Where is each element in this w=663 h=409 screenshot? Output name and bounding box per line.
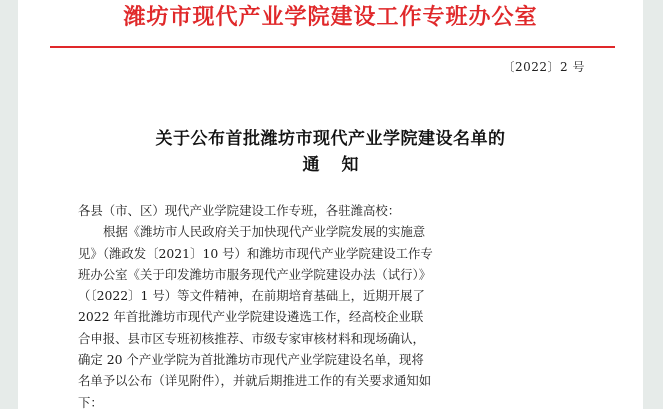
issuing-office-header: 潍坊市现代产业学院建设工作专班办公室: [123, 4, 538, 30]
body-line: 班办公室《关于印发潍坊市服务现代产业学院建设办法（试行）》: [78, 266, 432, 282]
body-line: 见》（潍政发〔2021〕10 号）和潍坊市现代产业学院建设工作专: [78, 245, 433, 261]
document-title-line-1: 关于公布首批潍坊市现代产业学院建设名单的: [155, 129, 506, 149]
red-separator-line: [50, 46, 615, 48]
body-line: 合申报、县市区专班初核推荐、市级专家审核材料和现场确认，: [78, 330, 425, 346]
body-line: 确定 20 个产业学院为首批潍坊市现代产业学院建设名单，现将: [78, 352, 424, 368]
body-line: （〔2022〕1 号）等文件精神，在前期培育基础上，近期开展了: [78, 288, 425, 304]
body-line: 下：: [78, 394, 103, 409]
document-page: [18, 0, 643, 409]
body-line: 2022 年首批潍坊市现代产业学院建设遴选工作，经高校企业联: [78, 309, 424, 325]
body-line: 根据《潍坊市人民政府关于加快现代产业学院发展的实施意: [103, 224, 426, 240]
document-body: [78, 200, 618, 409]
body-line: 名单予以公布（详见附件），并就后期推进工作的有关要求通知如: [78, 373, 432, 389]
salutation: 各县（市、区）现代产业学院建设工作专班，各驻潍高校：: [78, 203, 401, 218]
document-title-line-2: 通知: [302, 155, 381, 175]
document-number: 〔2022〕2 号: [502, 60, 585, 74]
